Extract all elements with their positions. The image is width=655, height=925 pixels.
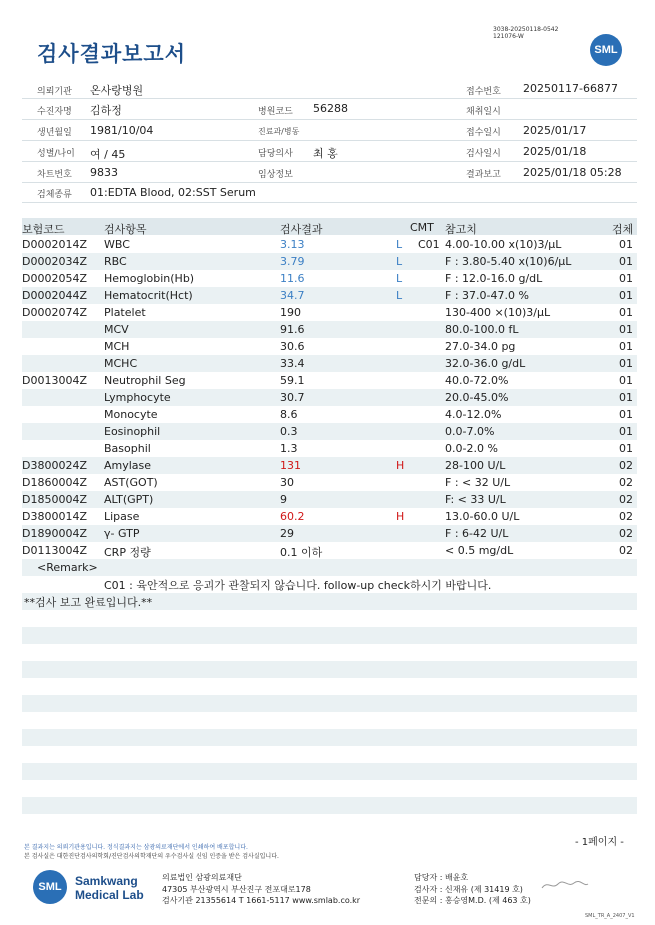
blank-row	[22, 763, 637, 780]
col-result: 검사결과	[280, 223, 323, 236]
test-result: 33.4	[280, 357, 305, 370]
table-row	[22, 525, 637, 542]
blank-row	[22, 729, 637, 746]
footnote-result: 본 결과지는 의뢰기관용입니다. 정식결과지는 삼광의료재단에서 인쇄하여 배포합니다.	[24, 844, 248, 851]
reference-range: F : 12.0-16.0 g/dL	[445, 272, 543, 285]
blank-row	[22, 797, 637, 814]
test-name: Amylase	[104, 459, 152, 472]
test-name: Lymphocyte	[104, 391, 171, 404]
page-number: - 1페이지 -	[575, 837, 624, 848]
comment-code: C01	[418, 238, 440, 251]
report-time-value: 2025/01/18 05:28	[523, 166, 622, 179]
org-contact: 검사기관 21355614 T 1661-5117 www.smlab.co.kr	[162, 896, 361, 905]
test-name: Monocyte	[104, 408, 158, 421]
table-row	[22, 457, 637, 474]
specimen-no: 02	[619, 510, 633, 523]
table-row	[22, 287, 637, 304]
lab-name: Samkwang Medical Lab	[75, 874, 144, 902]
requester-label: 의뢰기관	[37, 87, 72, 97]
collect-date-label: 채취일시	[466, 107, 501, 117]
table-row	[22, 508, 637, 525]
receipt-no-label: 접수번호	[466, 87, 501, 97]
test-result: 91.6	[280, 323, 305, 336]
reference-range: 130-400 ×(10)3/μL	[445, 306, 551, 319]
test-name: Neutrophil Seg	[104, 374, 186, 387]
specimen-no: 01	[619, 425, 633, 438]
form-code: SML_TR_A_2407_V1	[585, 913, 635, 919]
test-code: D1850004Z	[22, 493, 87, 506]
specimen-no: 02	[619, 544, 633, 557]
birth-label: 생년월일	[37, 128, 72, 138]
table-row	[22, 542, 637, 559]
receipt-date-value: 2025/01/17	[523, 124, 587, 137]
result-flag: L	[396, 255, 403, 268]
blank-row	[22, 695, 637, 712]
result-flag: L	[396, 238, 403, 251]
specimen-no: 02	[619, 459, 633, 472]
tester: 검사자 : 신재유 (제 31419 호)	[414, 885, 523, 894]
reference-range: 40.0-72.0%	[445, 374, 509, 387]
test-name: RBC	[104, 255, 127, 268]
reference-range: 20.0-45.0%	[445, 391, 509, 404]
test-name: Platelet	[104, 306, 146, 319]
test-result: 131	[280, 459, 301, 472]
specimen-no: 01	[619, 289, 633, 302]
test-result: 11.6	[280, 272, 305, 285]
test-result: 34.7	[280, 289, 305, 302]
result-flag: L	[396, 272, 403, 285]
test-result: 1.3	[280, 442, 298, 455]
test-name: Eosinophil	[104, 425, 161, 438]
test-date-value: 2025/01/18	[523, 145, 587, 158]
specimen-no: 01	[619, 357, 633, 370]
table-row	[22, 423, 637, 440]
test-result: 3.79	[280, 255, 305, 268]
reference-range: 4.0-12.0%	[445, 408, 502, 421]
test-code: D0002074Z	[22, 306, 87, 319]
test-code: D0002034Z	[22, 255, 87, 268]
reference-range: 27.0-34.0 pg	[445, 340, 516, 353]
test-result: 190	[280, 306, 301, 319]
reference-range: 13.0-60.0 U/L	[445, 510, 520, 523]
document-id: 3038-20250118-0542 121076-W	[493, 26, 559, 40]
test-code: D0002054Z	[22, 272, 87, 285]
reference-range: F : 3.80-5.40 x(10)6/μL	[445, 255, 572, 268]
specimen-label: 검체종류	[37, 190, 72, 200]
test-code: D0002044Z	[22, 289, 87, 302]
footnote-certification: 본 검사실은 대한진단검사의학회/진단검사의학재단의 우수검사실 신임 인증을 받은 검사실입니다.	[24, 853, 279, 860]
table-row	[22, 304, 637, 321]
col-ref: 참고치	[445, 223, 477, 236]
report-title: 검사결과보고서	[37, 42, 187, 66]
chart-value: 9833	[90, 166, 118, 179]
table-row	[22, 236, 637, 253]
test-result: 8.6	[280, 408, 298, 421]
test-code: D1890004Z	[22, 527, 87, 540]
test-name: Lipase	[104, 510, 140, 523]
specimen-no: 01	[619, 374, 633, 387]
footer-sml-logo: SML	[33, 870, 67, 904]
test-result: 0.3	[280, 425, 298, 438]
test-result: 30	[280, 476, 294, 489]
table-row	[22, 270, 637, 287]
org-address: 47305 부산광역시 부산진구 전포대로178	[162, 885, 311, 894]
specimen-no: 01	[619, 391, 633, 404]
table-row	[22, 406, 637, 423]
blank-row	[22, 559, 637, 576]
sex-age-value: 여 / 45	[90, 148, 126, 161]
table-row	[22, 474, 637, 491]
receipt-no-value: 20250117-66877	[523, 82, 618, 95]
test-code: D3800014Z	[22, 510, 87, 523]
specimen-no: 01	[619, 306, 633, 319]
test-code: D1860004Z	[22, 476, 87, 489]
chart-label: 차트번호	[37, 170, 72, 180]
test-name: Hemoglobin(Hb)	[104, 272, 195, 285]
specimen-no: 01	[619, 238, 633, 251]
receipt-date-label: 접수일시	[466, 128, 501, 138]
signature-icon	[540, 878, 590, 892]
blank-row	[22, 661, 637, 678]
specimen-no: 01	[619, 442, 633, 455]
test-result: 30.6	[280, 340, 305, 353]
test-name: γ- GTP	[104, 527, 140, 540]
specimen-value: 01:EDTA Blood, 02:SST Serum	[90, 186, 256, 199]
patient-label: 수진자명	[37, 107, 72, 117]
blank-row	[22, 627, 637, 644]
table-row	[22, 321, 637, 338]
staff: 담당자 : 배윤호	[414, 873, 469, 882]
remark-label: <Remark>	[37, 561, 98, 574]
reference-range: 0.0-7.0%	[445, 425, 495, 438]
result-flag: L	[396, 289, 403, 302]
complete-text: **검사 보고 완료입니다.**	[24, 596, 153, 609]
specimen-no: 01	[619, 340, 633, 353]
sex-age-label: 성별/나이	[37, 149, 75, 159]
result-flag: H	[396, 459, 405, 472]
test-result: 0.1 이하	[280, 546, 323, 559]
specimen-no: 02	[619, 527, 633, 540]
birth-value: 1981/10/04	[90, 124, 154, 137]
reference-range: F : 37.0-47.0 %	[445, 289, 529, 302]
table-row	[22, 372, 637, 389]
test-result: 3.13	[280, 238, 305, 251]
test-result: 29	[280, 527, 294, 540]
doctor-label: 담당의사	[258, 149, 293, 159]
specimen-no: 01	[619, 323, 633, 336]
table-row	[22, 389, 637, 406]
dept-label: 진료과/병동	[258, 127, 300, 136]
clinical-label: 임상정보	[258, 170, 293, 180]
test-name: MCHC	[104, 357, 138, 370]
test-code: D3800024Z	[22, 459, 87, 472]
reference-range: 80.0-100.0 fL	[445, 323, 519, 336]
reference-range: 32.0-36.0 g/dL	[445, 357, 526, 370]
specimen-no: 02	[619, 476, 633, 489]
test-result: 60.2	[280, 510, 305, 523]
col-cmt: CMT	[410, 221, 434, 234]
table-row	[22, 338, 637, 355]
reference-range: < 0.5 mg/dL	[445, 544, 514, 557]
test-result: 30.7	[280, 391, 305, 404]
test-name: MCH	[104, 340, 130, 353]
test-name: AST(GOT)	[104, 476, 158, 489]
test-date-label: 검사일시	[466, 149, 501, 159]
test-name: ALT(GPT)	[104, 493, 154, 506]
test-name: Basophil	[104, 442, 151, 455]
test-result: 59.1	[280, 374, 305, 387]
table-row	[22, 491, 637, 508]
reference-range: 0.0-2.0 %	[445, 442, 498, 455]
test-code: D0002014Z	[22, 238, 87, 251]
report-time-label: 결과보고	[466, 170, 501, 180]
test-result: 9	[280, 493, 287, 506]
specialist: 전문의 : 홍승영M.D. (제 463 호)	[414, 896, 531, 905]
specimen-no: 01	[619, 408, 633, 421]
specimen-no: 02	[619, 493, 633, 506]
reference-range: F : < 32 U/L	[445, 476, 511, 489]
test-name: Hematocrit(Hct)	[104, 289, 193, 302]
col-name: 검사항목	[104, 223, 147, 236]
table-row	[22, 440, 637, 457]
sml-logo: SML	[590, 34, 622, 66]
table-row	[22, 355, 637, 372]
doctor-value: 최 홍	[313, 147, 338, 160]
specimen-no: 01	[619, 255, 633, 268]
test-code: D0113004Z	[22, 544, 87, 557]
test-code: D0013004Z	[22, 374, 87, 387]
test-name: WBC	[104, 238, 130, 251]
requester-value: 온사랑병원	[90, 84, 144, 97]
reference-range: F: < 33 U/L	[445, 493, 506, 506]
patient-value: 김하정	[90, 104, 122, 117]
result-flag: H	[396, 510, 405, 523]
reference-range: F : 6-42 U/L	[445, 527, 509, 540]
hospital-code-value: 56288	[313, 102, 348, 115]
specimen-no: 01	[619, 272, 633, 285]
remark-text: C01 : 육안적으로 응괴가 관찰되지 않습니다. follow-up check하시기 바랍니다.	[104, 579, 492, 592]
reference-range: 4.00-10.00 x(10)3/μL	[445, 238, 562, 251]
org-name: 의료법인 삼광의료재단	[162, 873, 242, 882]
col-code: 보험코드	[22, 223, 65, 236]
test-name: CRP 정량	[104, 546, 151, 559]
test-name: MCV	[104, 323, 129, 336]
table-row	[22, 253, 637, 270]
hospital-code-label: 병원코드	[258, 107, 293, 117]
reference-range: 28-100 U/L	[445, 459, 506, 472]
col-spec: 검체	[612, 223, 634, 236]
